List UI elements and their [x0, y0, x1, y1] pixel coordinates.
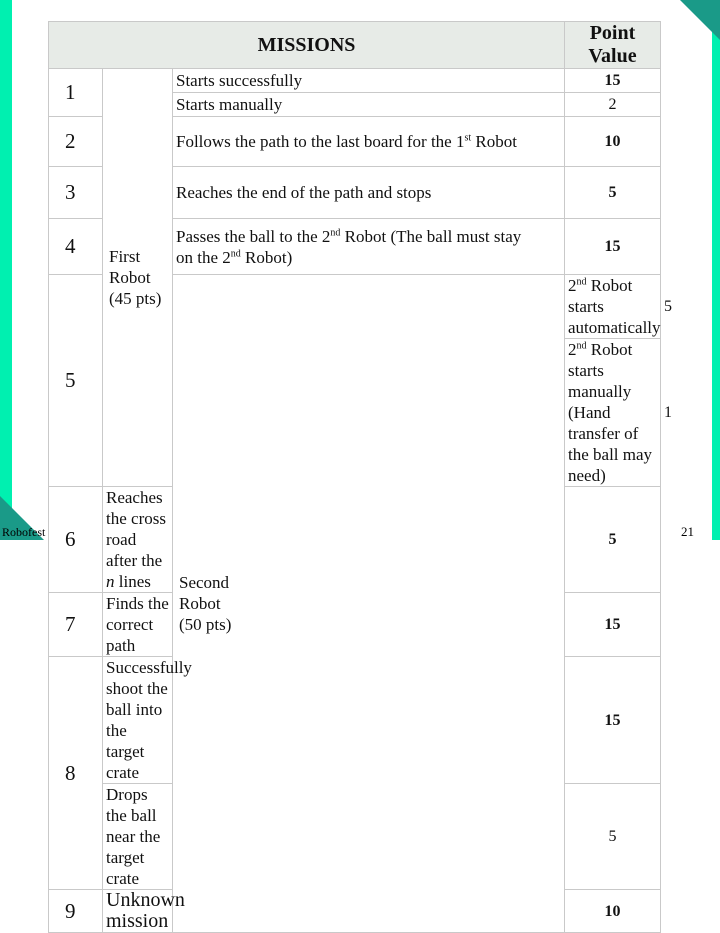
mission-number: 6 — [49, 487, 103, 593]
ordinal-suffix: nd — [576, 276, 587, 288]
mission-number: 7 — [49, 593, 103, 657]
mission-points: 15 — [565, 593, 661, 657]
table-row — [49, 69, 661, 93]
page-number: 21 — [681, 524, 694, 539]
mission-points: 5 — [565, 784, 661, 890]
mission-description: Successfully shoot the ball into the target crate — [103, 657, 173, 784]
point-value-header-line1: Point — [589, 22, 636, 44]
footer-title: Robofest — [2, 525, 46, 539]
missions-header: MISSIONS — [49, 22, 565, 69]
group-label-line: (50 pts) — [179, 615, 232, 634]
group-label-line: Second — [179, 573, 230, 592]
mission-points: 15 — [565, 657, 661, 784]
description-text: Passes the ball to the 2 — [176, 226, 331, 246]
mission-points: 10 — [565, 890, 661, 933]
ordinal-suffix: nd — [330, 226, 341, 238]
mission-description: Starts manually — [173, 93, 565, 117]
description-text: 2 — [568, 340, 577, 359]
mission-description: Drops the ball near the target crate — [103, 784, 173, 890]
second-robot-group — [173, 275, 565, 933]
group-label-line: Robot — [109, 268, 151, 287]
mission-points: 10 — [565, 117, 661, 167]
corner-decoration-top-right — [680, 0, 720, 40]
description-text: lines — [114, 572, 151, 591]
description-text: Follows the path to the last board for the 1 — [176, 132, 465, 151]
description-text: Robot starts automatically — [568, 276, 661, 337]
ordinal-suffix: st — [464, 132, 472, 144]
description-line — [176, 226, 561, 247]
mission-description: Finds the correct path — [103, 593, 173, 657]
ordinal-suffix: nd — [230, 247, 241, 259]
mission-number: 2 — [49, 117, 103, 167]
mission-description — [173, 219, 565, 275]
mission-number: 5 — [49, 275, 103, 487]
description-line — [568, 339, 657, 402]
missions-table — [48, 21, 661, 933]
point-value-header — [565, 22, 661, 69]
group-label-line: First — [109, 247, 141, 266]
mission-description — [565, 339, 661, 487]
mission-number: 1 — [49, 69, 103, 117]
group-label-line: Robot — [179, 594, 221, 613]
table-header-row — [49, 22, 661, 69]
description-text: Robot starts manually — [568, 340, 633, 401]
description-text: Reaches the cross road after the — [106, 488, 166, 570]
mission-description: Starts successfully — [173, 69, 565, 93]
mission-points: 5 — [565, 487, 661, 593]
mission-description — [565, 275, 661, 339]
mission-number: 3 — [49, 167, 103, 219]
group-label-line: (45 pts) — [109, 289, 162, 308]
mission-points: 5 — [565, 167, 661, 219]
mission-points: 2 — [565, 93, 661, 117]
mission-description — [173, 117, 565, 167]
description-line — [176, 247, 561, 268]
description-text: Robot — [471, 132, 517, 151]
mission-description: Reaches the end of the path and stops — [173, 167, 565, 219]
first-robot-group — [103, 69, 173, 487]
ordinal-suffix: nd — [576, 340, 587, 352]
description-text: Robot) — [240, 247, 293, 267]
description-text: 2 — [568, 276, 577, 295]
mission-number: 4 — [49, 219, 103, 275]
description-text: on the 2 — [176, 247, 231, 267]
mission-description: Unknown mission — [103, 890, 173, 933]
description-text: Robot (The ball must stay — [340, 226, 522, 246]
point-value-header-line2: Value — [588, 45, 637, 67]
description-line: (Hand transfer of the ball may need) — [568, 403, 653, 485]
mission-points: 15 — [565, 219, 661, 275]
mission-number: 9 — [49, 890, 103, 933]
missions-table-container — [48, 21, 661, 932]
mission-number: 8 — [49, 657, 103, 890]
mission-points: 15 — [565, 69, 661, 93]
italic-variable: n — [106, 572, 115, 591]
